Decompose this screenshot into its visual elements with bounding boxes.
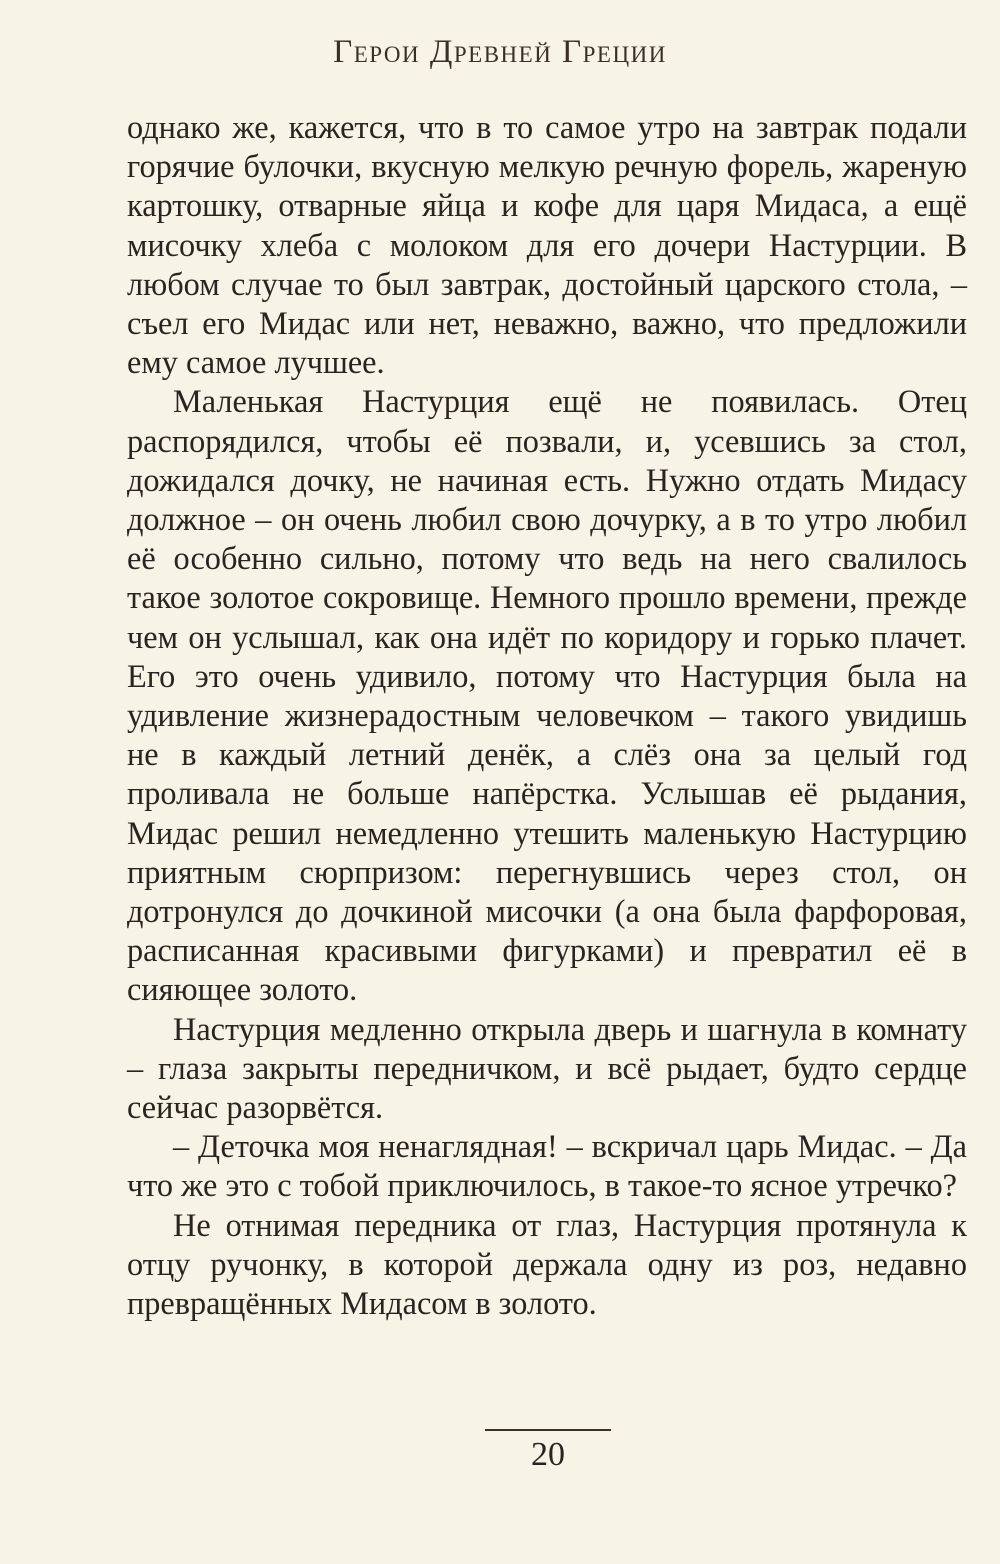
paragraph-1: однако же, кажется, что в то самое утро на завтрак подали горячие булочки, вкусную мелкую речную форель, жареную картошку, отварные яйца и кофе для царя Мидаса, а ещё мисочку хлеба с молоком для его дочери Настурции. В любом случае то был завтрак, достойный царского стола, – съел его Мидас или нет, неважно, важно, что предложили ему самое лучшее.	[127, 109, 967, 381]
page-number: 20	[531, 1436, 565, 1473]
paragraph-2: Маленькая Настурция ещё не появилась. Отец распорядился, чтобы её позвали, и, усевшись за стол, дожидался дочку, не начиная есть. Нужно отдать Мидасу должное – он очень любил свою дочурку, а в то утро любил её особенно сильно, потому что ведь на него свалилось такое золотое сокровище. Немного прошло времени, прежде чем он услышал, как она идёт по коридору и горько плачет. Его это очень удивило, потому что Настурция была на удивление жизнерадостным человечком – такого увидишь не в каждый летний денёк, а слёз она за целый год проливала не больше напёрстка. Услышав её рыдания, Мидас решил немедленно утешить маленькую Настурцию приятным сюрпризом: перегнувшись через стол, он дотронулся до дочкиной мисочки (а она была фарфоровая, расписанная красивыми фигурками) и превратил её в сияющее золото.	[127, 383, 967, 1008]
paragraph-4: – Деточка моя ненаглядная! – вскричал царь Мидас. – Да что же это с тобой приключилось, в такое-то ясное утречко?	[127, 1128, 967, 1204]
running-head-title: Герои Древней Греции	[333, 34, 667, 70]
paragraph-3: Настурция медленно открыла дверь и шагнула в комнату – глаза закрыты передничком, и всё рыдает, будто сердце сейчас разорвётся.	[127, 1010, 967, 1126]
paragraph-5: Не отнимая передника от глаз, Настурция протянула к отцу ручонку, в которой держала одну из роз, недавно превращённых Мидасом в золото.	[127, 1206, 967, 1322]
body-text	[127, 108, 967, 1323]
page-number-rule	[485, 1429, 611, 1431]
